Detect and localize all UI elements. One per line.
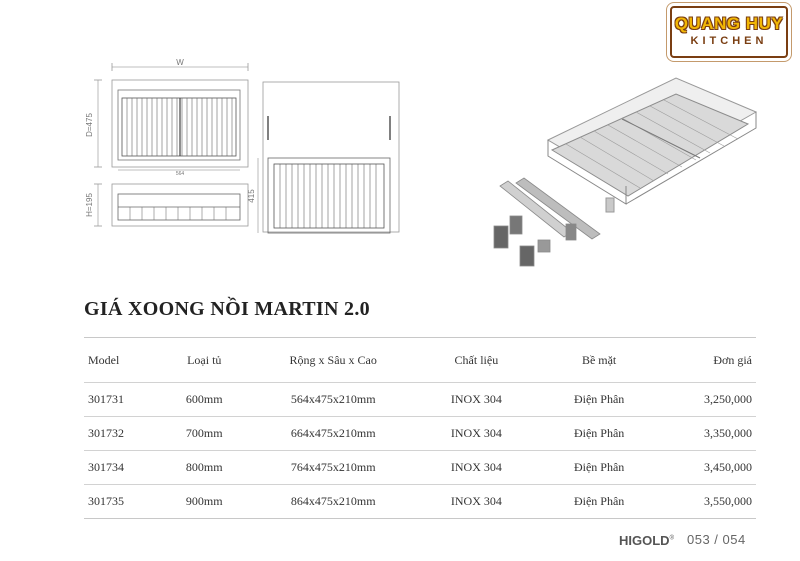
table-row [84,485,756,519]
cell-price: 3,550,000 [663,485,756,519]
price-table [84,337,756,519]
header-model: Model [84,338,159,383]
higold-brand-name: HIGOLD [619,533,670,548]
higold-brand-mark: ® [669,535,674,542]
cell-surface: Điện Phân [535,485,662,519]
cell-material: INOX 304 [417,383,535,417]
extension-label: 415 [247,189,256,203]
cell-model: 301731 [84,383,159,417]
cell-model: 301732 [84,417,159,451]
header-cabinet-type: Loại tủ [159,338,249,383]
cell-material: INOX 304 [417,451,535,485]
higold-brand [619,533,674,548]
header-surface: Bề mặt [535,338,662,383]
logo-sub: KITCHEN [690,35,768,47]
table-row [84,417,756,451]
basket-product-image [548,78,756,212]
depth-label: D=475 [85,113,94,137]
top-view-drawing [94,63,248,170]
table-row [84,451,756,485]
table-row [84,383,756,417]
slide-rail-parts-image [494,178,600,266]
cell-material: INOX 304 [417,417,535,451]
table-header-row [84,338,756,383]
quang-huy-kitchen-logo [670,6,788,58]
cell-cabinet-type: 600mm [159,383,249,417]
cell-price: 3,450,000 [663,451,756,485]
page-numbers: 053 / 054 [687,532,746,547]
cell-material: INOX 304 [417,485,535,519]
header-price: Đơn giá [663,338,756,383]
page-title: GIÁ XOONG NỒI MARTIN 2.0 [84,298,370,320]
header-dimensions: Rộng x Sâu x Cao [249,338,417,383]
cell-model: 301734 [84,451,159,485]
cell-dimensions: 664x475x210mm [249,417,417,451]
width-label: W [176,58,184,67]
cell-surface: Điện Phân [535,451,662,485]
cell-dimensions: 564x475x210mm [249,383,417,417]
front-view-drawing [94,184,248,226]
height-label: H=195 [85,193,94,217]
cell-dimensions: 864x475x210mm [249,485,417,519]
cell-cabinet-type: 700mm [159,417,249,451]
cell-model: 301735 [84,485,159,519]
logo-brand: QUANG HUY [674,14,784,33]
inner-width-label: 564 [175,171,185,177]
cell-dimensions: 764x475x210mm [249,451,417,485]
cell-cabinet-type: 800mm [159,451,249,485]
cell-cabinet-type: 900mm [159,485,249,519]
cell-surface: Điện Phân [535,417,662,451]
side-view-drawing [258,82,399,233]
cell-surface: Điện Phân [535,383,662,417]
cell-price: 3,350,000 [663,417,756,451]
cell-price: 3,250,000 [663,383,756,417]
header-material: Chất liệu [417,338,535,383]
